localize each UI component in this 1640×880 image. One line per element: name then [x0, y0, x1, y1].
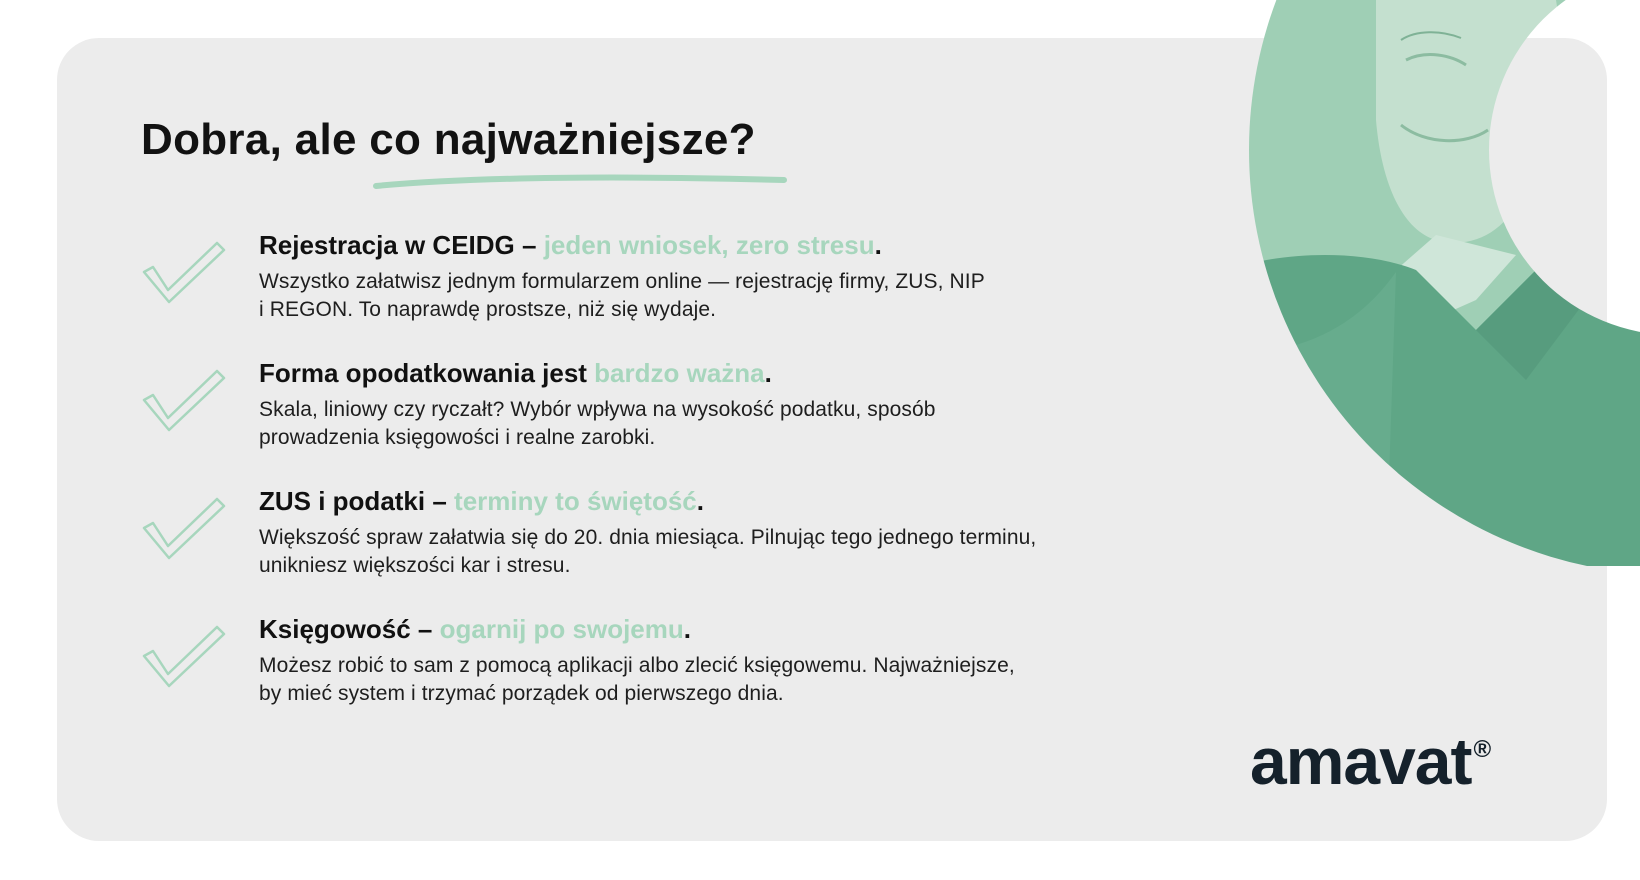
- check-icon: [141, 496, 227, 564]
- item-description: Skala, liniowy czy ryczałt? Wybór wpływa na wysokość podatku, sposób prowadzenia księgowości i realne zarobki.: [259, 398, 936, 449]
- item-description: Możesz robić to sam z pomocą aplikacji albo zlecić księgowemu. Najważniejsze, by mieć system i trzymać porządek od pierwszego dnia.: [259, 654, 1015, 705]
- amavat-logo: amavat®: [1250, 724, 1491, 798]
- item-description: Wszystko załatwisz jednym formularzem online — rejestrację firmy, ZUS, NIP i REGON. To naprawdę prostsze, niż się wydaje.: [259, 270, 985, 321]
- item-title: ZUS i podatki – terminy to świętość.: [259, 486, 704, 516]
- item-title: Forma opodatkowania jest bardzo ważna.: [259, 358, 772, 388]
- check-icon: [141, 240, 227, 308]
- title-underline: [372, 172, 792, 192]
- item-title: Rejestracja w CEIDG – jeden wniosek, zero stresu.: [259, 230, 882, 260]
- smiling-man-photo: [1226, 0, 1640, 566]
- item-title: Księgowość – ogarnij po swojemu.: [259, 614, 691, 644]
- check-icon: [141, 624, 227, 692]
- page-title: Dobra, ale co najważniejsze?: [141, 115, 756, 164]
- item-description: Większość spraw załatwia się do 20. dnia miesiąca. Pilnując tego jednego terminu, unikniesz większości kar i stresu.: [259, 526, 1037, 577]
- check-icon: [141, 368, 227, 436]
- registered-mark: ®: [1473, 736, 1491, 763]
